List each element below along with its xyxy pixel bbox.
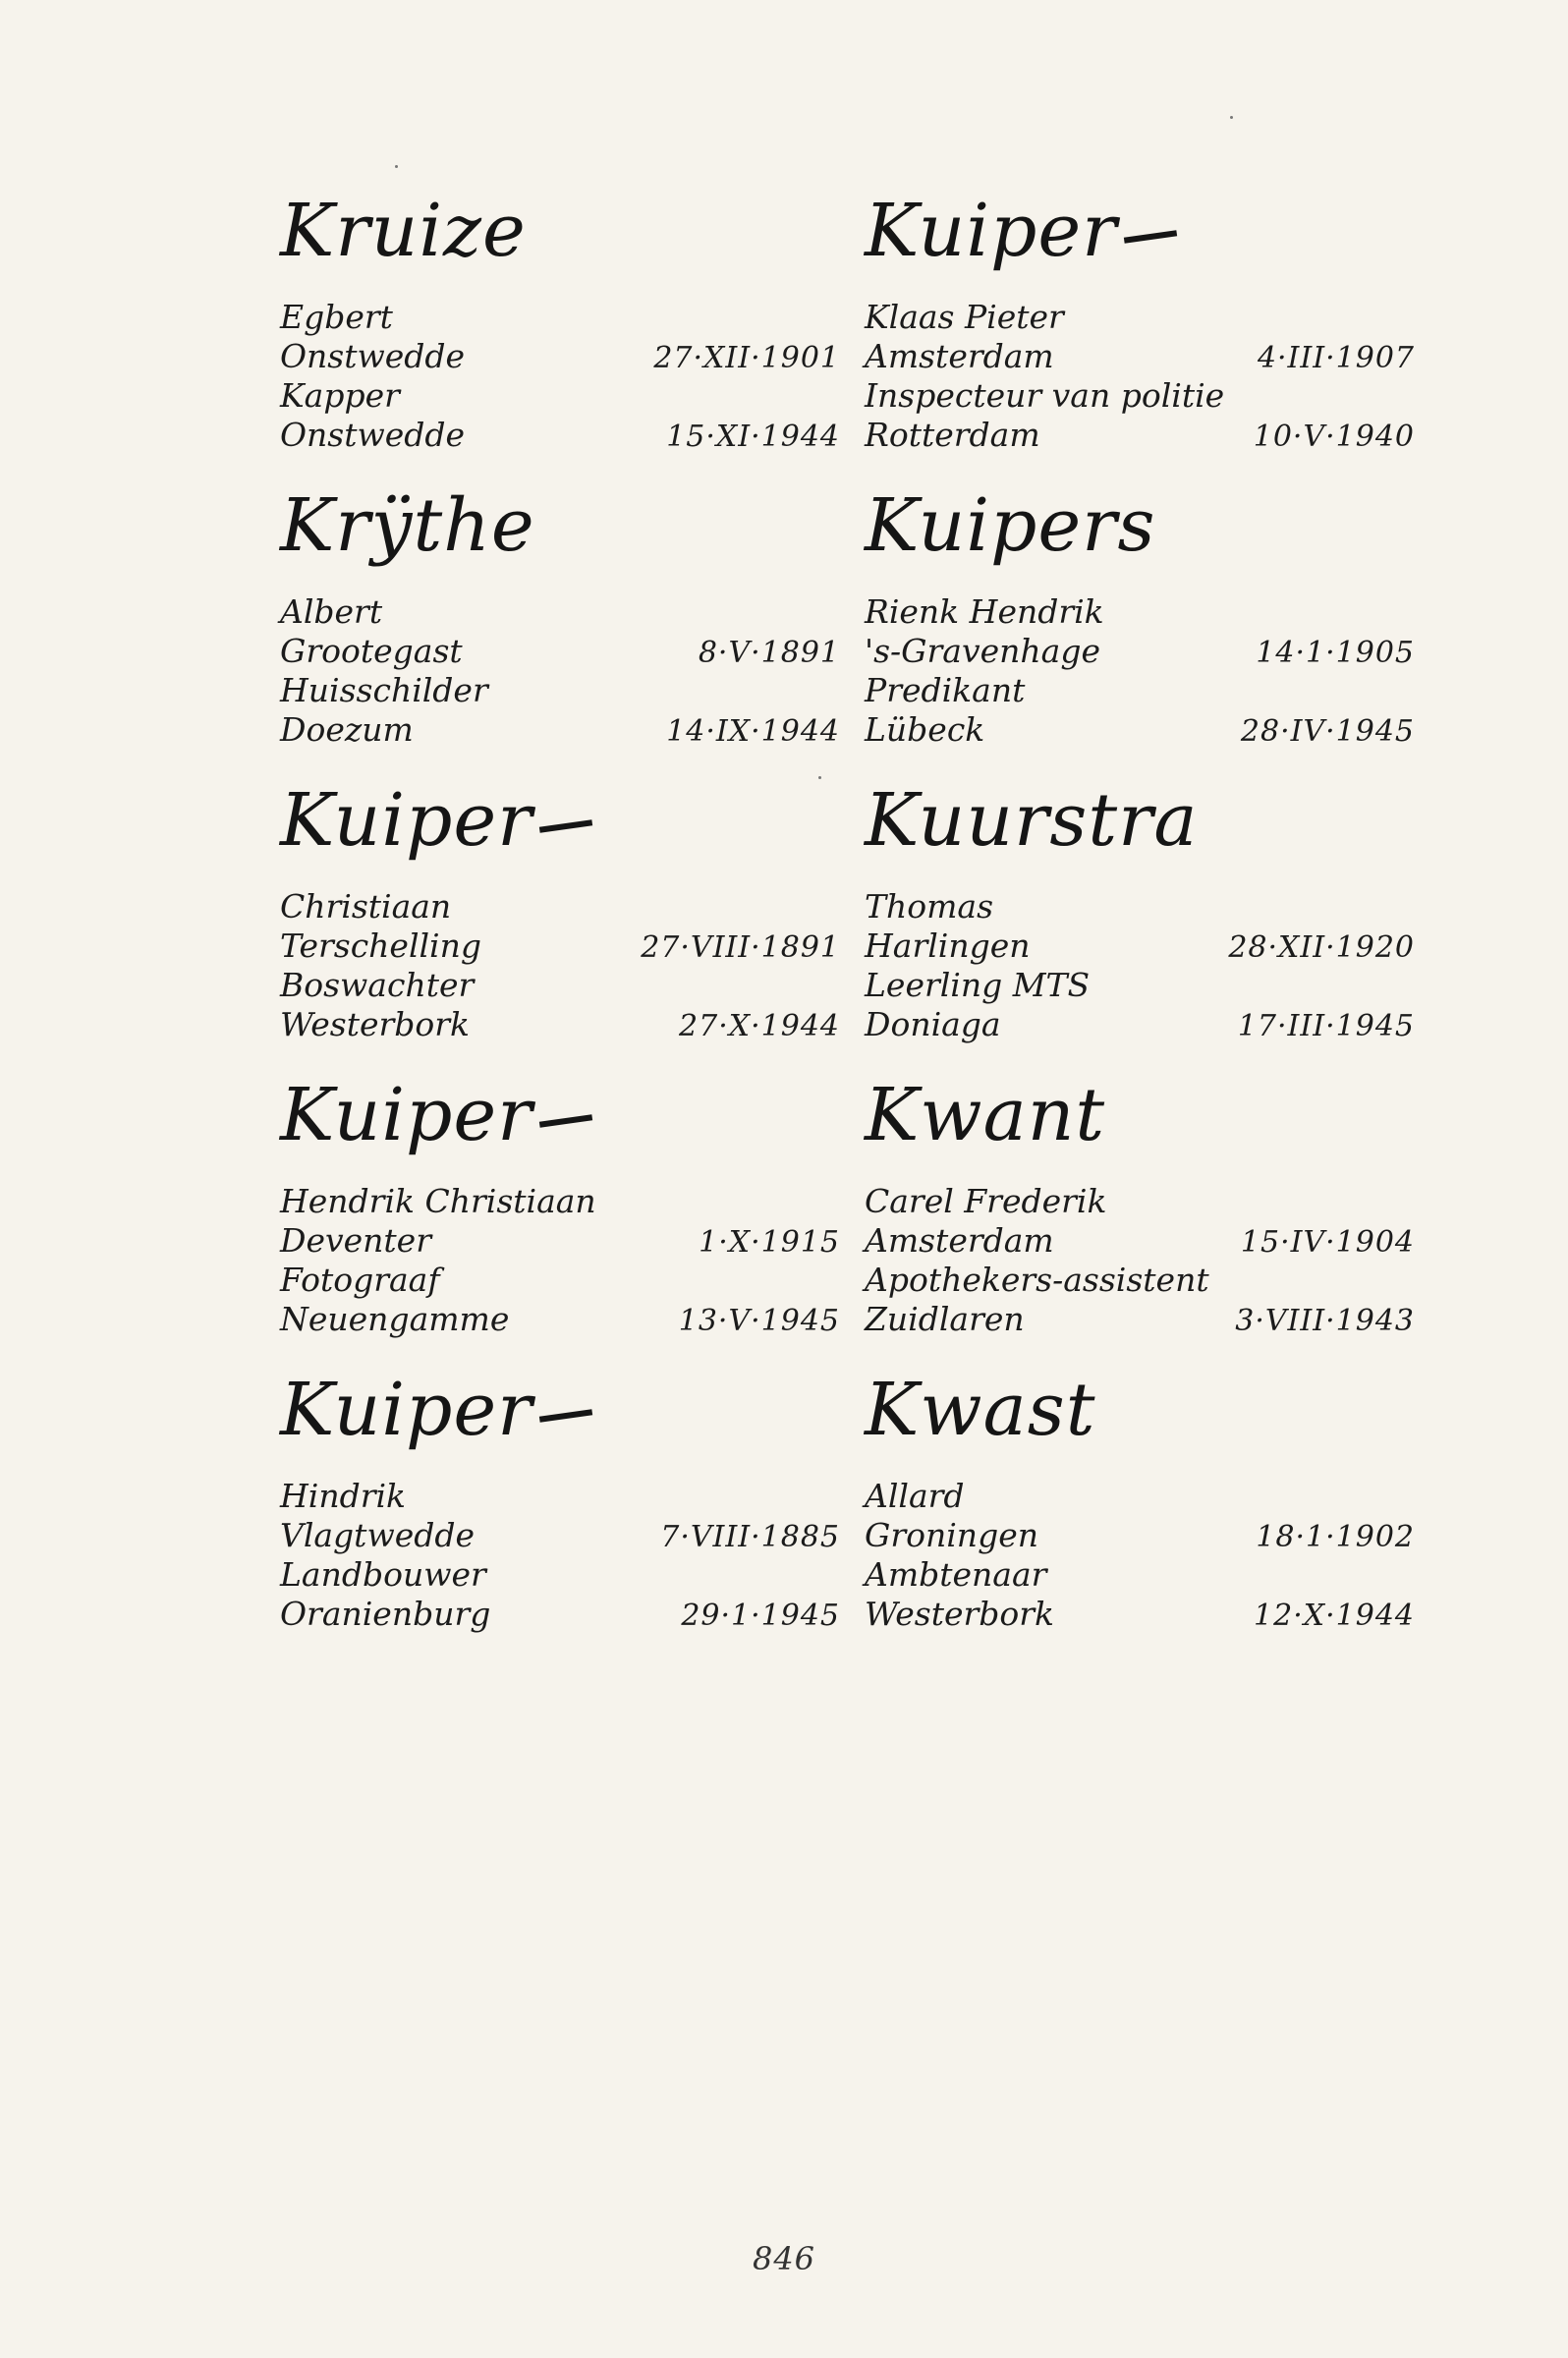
occupation-row (280, 966, 840, 1005)
entry-details (280, 298, 840, 455)
surname-text: Kuipers (865, 483, 1156, 568)
paper-speck (818, 776, 821, 779)
first-name-row (280, 298, 840, 337)
birth-place: Amsterdam (865, 337, 1054, 375)
entry-details (280, 1182, 840, 1339)
birth-row (865, 632, 1415, 671)
first-name: Albert (280, 592, 383, 631)
occupation: Predikant (865, 671, 1026, 709)
occupation-row (280, 1555, 840, 1595)
surname-text: Kuurstra (865, 778, 1199, 863)
death-place: Onstwedde (280, 416, 466, 454)
entry-details (865, 1182, 1415, 1339)
memorial-entry (280, 483, 840, 781)
death-row (865, 1595, 1415, 1634)
calligraphic-flourish (538, 1409, 591, 1422)
first-name-row (280, 1182, 840, 1221)
calligraphic-flourish (538, 1114, 591, 1127)
birth-place: Groningen (865, 1516, 1038, 1554)
death-row (280, 416, 840, 455)
death-place: Neuengamme (280, 1300, 510, 1338)
surname-text: Krÿthe (280, 483, 535, 568)
birth-date: 14·1·1905 (1256, 636, 1415, 670)
birth-date: 27·XII·1901 (653, 341, 840, 375)
first-name-row (865, 592, 1415, 632)
occupation: Leerling MTS (865, 966, 1091, 1004)
death-row (865, 710, 1415, 750)
death-place: Doniaga (865, 1005, 1001, 1043)
death-date: 14·IX·1944 (666, 714, 840, 749)
first-name: Klaas Pieter (865, 298, 1064, 336)
occupation: Inspecteur van politie (865, 376, 1225, 415)
birth-place: Grootegast (280, 632, 463, 670)
surname-text: Kruize (280, 189, 527, 273)
death-date: 27·X·1944 (679, 1009, 840, 1043)
birth-date: 18·1·1902 (1256, 1520, 1415, 1554)
surname-heading (865, 1073, 1415, 1182)
surname-heading (865, 1368, 1415, 1477)
memorial-entry (865, 189, 1415, 486)
occupation-row (865, 1555, 1415, 1595)
death-row (865, 1300, 1415, 1339)
birth-row (280, 1516, 840, 1555)
death-place: Westerbork (280, 1005, 471, 1043)
entry-details (280, 887, 840, 1044)
death-place: Lübeck (865, 710, 985, 749)
occupation: Ambtenaar (865, 1555, 1047, 1594)
first-name: Hindrik (280, 1477, 407, 1515)
death-date: 10·V·1940 (1253, 420, 1415, 454)
birth-date: 8·V·1891 (698, 636, 840, 670)
death-date: 15·XI·1944 (666, 420, 840, 454)
death-place: Zuidlaren (865, 1300, 1025, 1338)
occupation: Landbouwer (280, 1555, 486, 1594)
memorial-entry (280, 778, 840, 1076)
memorial-entry (865, 483, 1415, 781)
first-name: Carel Frederik (865, 1182, 1107, 1220)
death-date: 3·VIII·1943 (1235, 1304, 1415, 1338)
surname-heading (280, 1073, 840, 1182)
first-name: Hendrik Christiaan (280, 1182, 596, 1220)
death-row (280, 1005, 840, 1044)
first-name-row (865, 887, 1415, 926)
entry-details (865, 887, 1415, 1044)
surname-heading (865, 778, 1415, 887)
surname-heading (280, 483, 840, 592)
birth-row (280, 1221, 840, 1261)
surname-heading (865, 189, 1415, 298)
first-name: Christiaan (280, 887, 452, 926)
left-column (280, 189, 840, 1665)
birth-place: Onstwedde (280, 337, 466, 375)
surname-text: Kuiper (280, 1368, 533, 1452)
calligraphic-flourish (538, 819, 591, 832)
birth-date: 4·III·1907 (1257, 341, 1415, 375)
occupation-row (865, 966, 1415, 1005)
birth-date: 27·VIII·1891 (641, 930, 840, 965)
surname-text: Kuiper (280, 778, 533, 863)
birth-place: Harlingen (865, 926, 1031, 965)
surname-text: Kuiper (280, 1073, 533, 1157)
birth-row (280, 926, 840, 966)
first-name-row (865, 298, 1415, 337)
occupation: Apothekers-assistent (865, 1261, 1209, 1299)
birth-row (865, 926, 1415, 966)
birth-date: 1·X·1915 (699, 1225, 840, 1260)
first-name: Allard (865, 1477, 965, 1515)
death-row (865, 1005, 1415, 1044)
occupation: Fotograaf (280, 1261, 440, 1299)
surname-heading (280, 778, 840, 887)
birth-place: Deventer (280, 1221, 431, 1260)
occupation: Boswachter (280, 966, 475, 1004)
birth-place: Amsterdam (865, 1221, 1054, 1260)
death-row (280, 1595, 840, 1634)
surname-text: Kwast (865, 1368, 1096, 1452)
birth-row (280, 632, 840, 671)
occupation-row (280, 671, 840, 710)
occupation-row (280, 376, 840, 416)
birth-place: Vlagtwedde (280, 1516, 475, 1554)
death-row (280, 710, 840, 750)
memorial-entry (865, 1073, 1415, 1371)
surname-text: Kwant (865, 1073, 1106, 1157)
memorial-entry (865, 778, 1415, 1076)
first-name-row (280, 592, 840, 632)
occupation: Kapper (280, 376, 400, 415)
birth-row (865, 337, 1415, 376)
birth-date: 7·VIII·1885 (660, 1520, 840, 1554)
entry-details (280, 1477, 840, 1634)
birth-place: Terschelling (280, 926, 481, 965)
first-name-row (280, 887, 840, 926)
paper-speck (395, 165, 398, 168)
first-name-row (865, 1182, 1415, 1221)
death-place: Westerbork (865, 1595, 1055, 1633)
occupation-row (865, 1261, 1415, 1300)
occupation: Huisschilder (280, 671, 488, 709)
death-date: 12·X·1944 (1254, 1599, 1415, 1633)
page-number: 846 (752, 2240, 816, 2277)
occupation-row (865, 671, 1415, 710)
birth-date: 28·XII·1920 (1228, 930, 1415, 965)
first-name-row (280, 1477, 840, 1516)
death-date: 13·V·1945 (678, 1304, 840, 1338)
surname-heading (280, 1368, 840, 1477)
death-date: 28·IV·1945 (1240, 714, 1415, 749)
first-name: Rienk Hendrik (865, 592, 1104, 631)
surname-text: Kuiper (865, 189, 1118, 273)
death-date: 17·III·1945 (1237, 1009, 1415, 1043)
entry-details (280, 592, 840, 750)
occupation-row (865, 376, 1415, 416)
birth-row (865, 1516, 1415, 1555)
entry-details (865, 1477, 1415, 1634)
birth-row (280, 337, 840, 376)
death-place: Doezum (280, 710, 414, 749)
first-name-row (865, 1477, 1415, 1516)
entry-details (865, 298, 1415, 455)
right-column (865, 189, 1415, 1665)
calligraphic-flourish (1123, 230, 1176, 243)
memorial-entry (280, 1368, 840, 1665)
death-place: Rotterdam (865, 416, 1040, 454)
first-name: Thomas (865, 887, 994, 926)
memorial-entry (865, 1368, 1415, 1665)
surname-heading (280, 189, 840, 298)
death-row (280, 1300, 840, 1339)
death-place: Oranienburg (280, 1595, 491, 1633)
birth-date: 15·IV·1904 (1240, 1225, 1415, 1260)
first-name: Egbert (280, 298, 393, 336)
death-row (865, 416, 1415, 455)
birth-place: 's-Gravenhage (865, 632, 1100, 670)
occupation-row (280, 1261, 840, 1300)
death-date: 29·1·1945 (681, 1599, 840, 1633)
memorial-entry (280, 1073, 840, 1371)
entry-details (865, 592, 1415, 750)
surname-heading (865, 483, 1415, 592)
birth-row (865, 1221, 1415, 1261)
paper-speck (1230, 116, 1233, 119)
memorial-entry (280, 189, 840, 486)
